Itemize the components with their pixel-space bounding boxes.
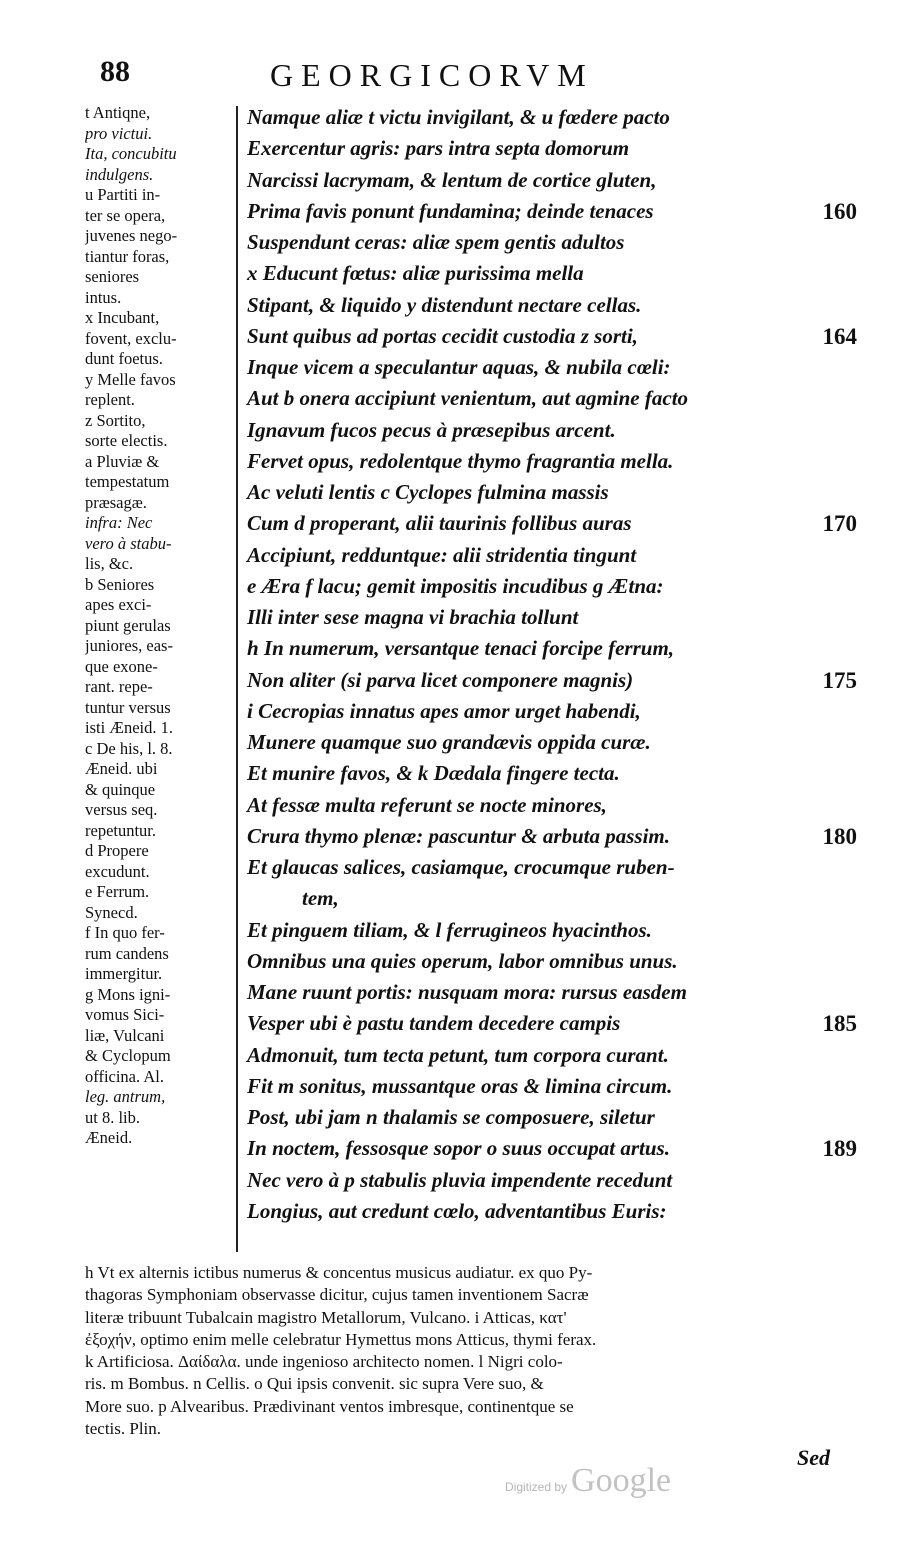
verse-text: Longius, aut credunt cœlo, adventantibus Euris: bbox=[247, 1198, 667, 1223]
gloss-line: replent. bbox=[85, 390, 135, 409]
verse-line bbox=[247, 852, 857, 883]
footnote-line: k Artificiosa. Δαίδαλα. unde ingenioso architecto nomen. l Nigri colo- bbox=[85, 1352, 563, 1372]
verse-line bbox=[247, 727, 857, 758]
line-number: 189 bbox=[822, 1136, 857, 1162]
catchword: Sed bbox=[797, 1445, 830, 1470]
verse-line bbox=[247, 508, 857, 539]
poem-text bbox=[247, 102, 857, 1227]
page-header bbox=[100, 55, 860, 105]
gloss-line: immergitur. bbox=[85, 964, 163, 983]
gloss-line: infra: Nec bbox=[85, 513, 153, 532]
gloss-line: c De his, l. 8. bbox=[85, 738, 173, 758]
verse-line bbox=[247, 633, 857, 664]
gloss-line: Synecd. bbox=[85, 902, 138, 922]
verse-text: Et munire favos, & k Dædala fingere tecta. bbox=[247, 761, 620, 786]
gloss-line: u Partiti in- bbox=[85, 185, 161, 204]
verse-text: Prima favis ponunt fundamina; deinde tenaces bbox=[247, 198, 654, 223]
gloss-line: Æneid. ubi bbox=[85, 759, 158, 778]
verse-text: Post, ubi jam n thalamis se composuere, siletur bbox=[247, 1105, 655, 1129]
gloss-line: indulgens. bbox=[85, 164, 154, 184]
verse-text: Cum d properant, alii taurinis follibus auras bbox=[247, 511, 632, 536]
verse-line bbox=[247, 946, 857, 977]
verse-line bbox=[247, 915, 857, 946]
verse-line bbox=[247, 758, 857, 789]
footnote-line: thagoras Symphoniam observasse dicitur, cujus tamen inventionem Sacræ bbox=[85, 1285, 589, 1305]
verse-text: Fervet opus, redolentque thymo fragrantia mella. bbox=[247, 448, 674, 473]
verse-line bbox=[247, 1008, 857, 1039]
footnote-line: tectis. Plin. bbox=[85, 1419, 162, 1439]
verse-line bbox=[247, 1040, 857, 1071]
gloss-line: z Sortito, bbox=[85, 410, 146, 430]
gloss-line: tempestatum bbox=[85, 472, 170, 491]
gloss-line: Æneid. bbox=[85, 1128, 133, 1147]
footnote-line: ἐξοχήν, optimo enim melle celebratur Hymettus mons Atticus, thymi ferax. bbox=[85, 1329, 597, 1349]
verse-text: Illi inter sese magna vi brachia tollunt bbox=[247, 605, 579, 629]
verse-text: Et glaucas salices, casiamque, crocumque ruben- bbox=[247, 855, 675, 879]
gloss-line: seniores bbox=[85, 267, 140, 286]
verse-line bbox=[247, 571, 857, 602]
digitized-by-label: Digitized by bbox=[505, 1480, 568, 1494]
digitized-watermark bbox=[505, 1462, 671, 1500]
verse-line bbox=[247, 383, 857, 414]
verse-line bbox=[247, 165, 857, 196]
gloss-line: t Antiqne, bbox=[85, 103, 151, 122]
gloss-line: præsagæ. bbox=[85, 492, 147, 512]
gloss-line: e Ferrum. bbox=[85, 882, 150, 901]
gloss-line: fovent, exclu- bbox=[85, 328, 177, 348]
gloss-line: ter se opera, bbox=[85, 205, 166, 225]
verse-text: In noctem, fessosque sopor o suus occupat artus. bbox=[247, 1136, 670, 1161]
gloss-line: tuntur versus bbox=[85, 697, 171, 717]
gloss-line: y Melle favos bbox=[85, 369, 176, 389]
verse-text: Ignavum fucos pecus à præsepibus arcent. bbox=[247, 417, 616, 442]
verse-line bbox=[247, 602, 857, 633]
footnote-line: h Vt ex alternis ictibus numerus & concentus musicus audiatur. ex quo Py- bbox=[85, 1263, 593, 1282]
verse-text: Ac veluti lentis c Cyclopes fulmina massis bbox=[247, 480, 609, 504]
verse-line bbox=[247, 883, 857, 914]
verse-text: i Cecropias innatus apes amor urget habendi, bbox=[247, 698, 641, 723]
line-number: 164 bbox=[822, 323, 857, 349]
verse-line bbox=[247, 821, 857, 852]
verse-line bbox=[247, 415, 857, 446]
verse-text: Non aliter (si parva licet componere magnis) bbox=[247, 667, 634, 692]
running-title: GEORGICORVM bbox=[270, 57, 594, 93]
gloss-line: Ita, concubitu bbox=[85, 144, 177, 163]
verse-text: Namque aliæ t victu invigilant, & u fœdere pacto bbox=[247, 105, 670, 129]
verse-line bbox=[247, 321, 857, 352]
footnote-line: More suo. p Alvearibus. Prædivinant ventos imbresque, continentque se bbox=[85, 1396, 574, 1416]
verse-line bbox=[247, 290, 857, 321]
verse-line bbox=[247, 258, 857, 289]
line-number: 175 bbox=[822, 667, 857, 693]
verse-text: Omnibus una quies operum, labor omnibus unus. bbox=[247, 948, 678, 973]
verse-line bbox=[247, 102, 857, 133]
verse-text: Stipant, & liquido y distendunt nectare cellas. bbox=[247, 292, 642, 317]
gloss-line: vero à stabu- bbox=[85, 533, 172, 553]
verse-line bbox=[247, 446, 857, 477]
verse-line bbox=[247, 696, 857, 727]
line-number: 180 bbox=[822, 823, 857, 849]
line-number: 170 bbox=[822, 511, 857, 537]
gloss-line: tiantur foras, bbox=[85, 246, 170, 266]
gloss-line: b Seniores bbox=[85, 574, 155, 594]
footnote-line: literæ tribuunt Tubalcain magistro Metallorum, Vulcano. i Atticas, κατ' bbox=[85, 1307, 567, 1327]
verse-line bbox=[247, 540, 857, 571]
gloss-line: que exone- bbox=[85, 656, 158, 676]
verse-line bbox=[247, 1102, 857, 1133]
verse-text: Munere quamque suo grandævis oppida curæ. bbox=[247, 730, 651, 754]
column-rule bbox=[236, 106, 238, 1252]
verse-text: Accipiunt, redduntque: alii stridentia tingunt bbox=[247, 542, 637, 567]
verse-text: Inque vicem a speculantur aquas, & nubila cœli: bbox=[247, 355, 671, 379]
gloss-line: officina. Al. bbox=[85, 1066, 164, 1086]
gloss-line: liæ, Vulcani bbox=[85, 1025, 165, 1045]
gloss-line: sorte electis. bbox=[85, 431, 168, 450]
footnotes bbox=[85, 1262, 850, 1440]
verse-text: Sunt quibus ad portas cecidit custodia z sorti, bbox=[247, 323, 638, 348]
gloss-line: x Incubant, bbox=[85, 308, 160, 327]
verse-text: Narcissi lacrymam, & lentum de cortice gluten, bbox=[247, 167, 657, 192]
verse-line bbox=[247, 1165, 857, 1196]
verse-text: h In numerum, versantque tenaci forcipe ferrum, bbox=[247, 636, 675, 661]
verse-text: e Æra f lacu; gemit impositis incudibus g Ætna: bbox=[247, 573, 664, 598]
gloss-line: repetuntur. bbox=[85, 820, 157, 840]
verse-line bbox=[247, 352, 857, 383]
verse-line bbox=[247, 477, 857, 508]
verse-text: Nec vero à p stabulis pluvia impendente recedunt bbox=[247, 1167, 673, 1192]
google-logo: Google bbox=[571, 1462, 672, 1499]
verse-line bbox=[247, 133, 857, 164]
gloss-line: intus. bbox=[85, 287, 122, 307]
line-number: 160 bbox=[822, 198, 857, 224]
gloss-line: lis, &c. bbox=[85, 554, 134, 573]
marginal-gloss bbox=[85, 103, 240, 1149]
gloss-line: piunt gerulas bbox=[85, 615, 171, 635]
verse-line bbox=[247, 227, 857, 258]
verse-text: Et pinguem tiliam, & l ferrugineos hyacinthos. bbox=[247, 917, 652, 942]
verse-text: Vesper ubi è pastu tandem decedere campis bbox=[247, 1011, 621, 1036]
gloss-line: rant. repe- bbox=[85, 677, 153, 696]
gloss-line: rum candens bbox=[85, 943, 169, 963]
verse-line bbox=[247, 1133, 857, 1164]
verse-text: x Educunt fœtus: aliæ purissima mella bbox=[247, 261, 584, 286]
gloss-line: versus seq. bbox=[85, 800, 158, 819]
verse-text: At fessæ multa referunt se nocte minores, bbox=[247, 792, 607, 817]
gloss-line: & quinque bbox=[85, 779, 156, 799]
gloss-line: dunt foetus. bbox=[85, 349, 163, 368]
footnote-line: ris. m Bombus. n Cellis. o Qui ipsis convenit. sic supra Vere suo, & bbox=[85, 1374, 544, 1394]
page-number: 88 bbox=[100, 55, 130, 88]
verse-line bbox=[247, 790, 857, 821]
verse-line bbox=[247, 1196, 857, 1227]
gloss-line: d Propere bbox=[85, 841, 149, 860]
verse-text: Mane ruunt portis: nusquam mora: rursus easdem bbox=[247, 980, 687, 1004]
gloss-line: apes exci- bbox=[85, 595, 152, 614]
gloss-line: vomus Sici- bbox=[85, 1005, 165, 1024]
verse-line bbox=[247, 665, 857, 696]
verse-line bbox=[247, 1071, 857, 1102]
gloss-line: ut 8. lib. bbox=[85, 1107, 141, 1127]
gloss-line: leg. antrum, bbox=[85, 1087, 166, 1106]
verse-line bbox=[247, 977, 857, 1008]
gloss-line: excudunt. bbox=[85, 861, 150, 881]
gloss-line: a Pluviæ & bbox=[85, 451, 160, 471]
gloss-line: juniores, eas- bbox=[85, 636, 173, 655]
gloss-line: isti Æneid. 1. bbox=[85, 718, 174, 737]
gloss-line: juvenes nego- bbox=[85, 226, 178, 245]
gloss-line: g Mons igni- bbox=[85, 984, 171, 1004]
verse-text: tem, bbox=[302, 886, 339, 911]
verse-line bbox=[247, 196, 857, 227]
gloss-line: pro victui. bbox=[85, 123, 153, 143]
verse-text: Exercentur agris: pars intra septa domorum bbox=[247, 136, 630, 161]
verse-text: Crura thymo plenæ: pascuntur & arbuta passim. bbox=[247, 823, 671, 848]
line-number: 185 bbox=[822, 1011, 857, 1037]
verse-text: Aut b onera accipiunt venientum, aut agmine facto bbox=[247, 386, 689, 411]
verse-text: Fit m sonitus, mussantque oras & limina circum. bbox=[247, 1073, 673, 1098]
verse-text: Suspendunt ceras: aliæ spem gentis adultos bbox=[247, 230, 625, 254]
gloss-line: & Cyclopum bbox=[85, 1046, 171, 1065]
verse-text: Admonuit, tum tecta petunt, tum corpora curant. bbox=[247, 1042, 669, 1067]
gloss-line: f In quo fer- bbox=[85, 923, 165, 942]
